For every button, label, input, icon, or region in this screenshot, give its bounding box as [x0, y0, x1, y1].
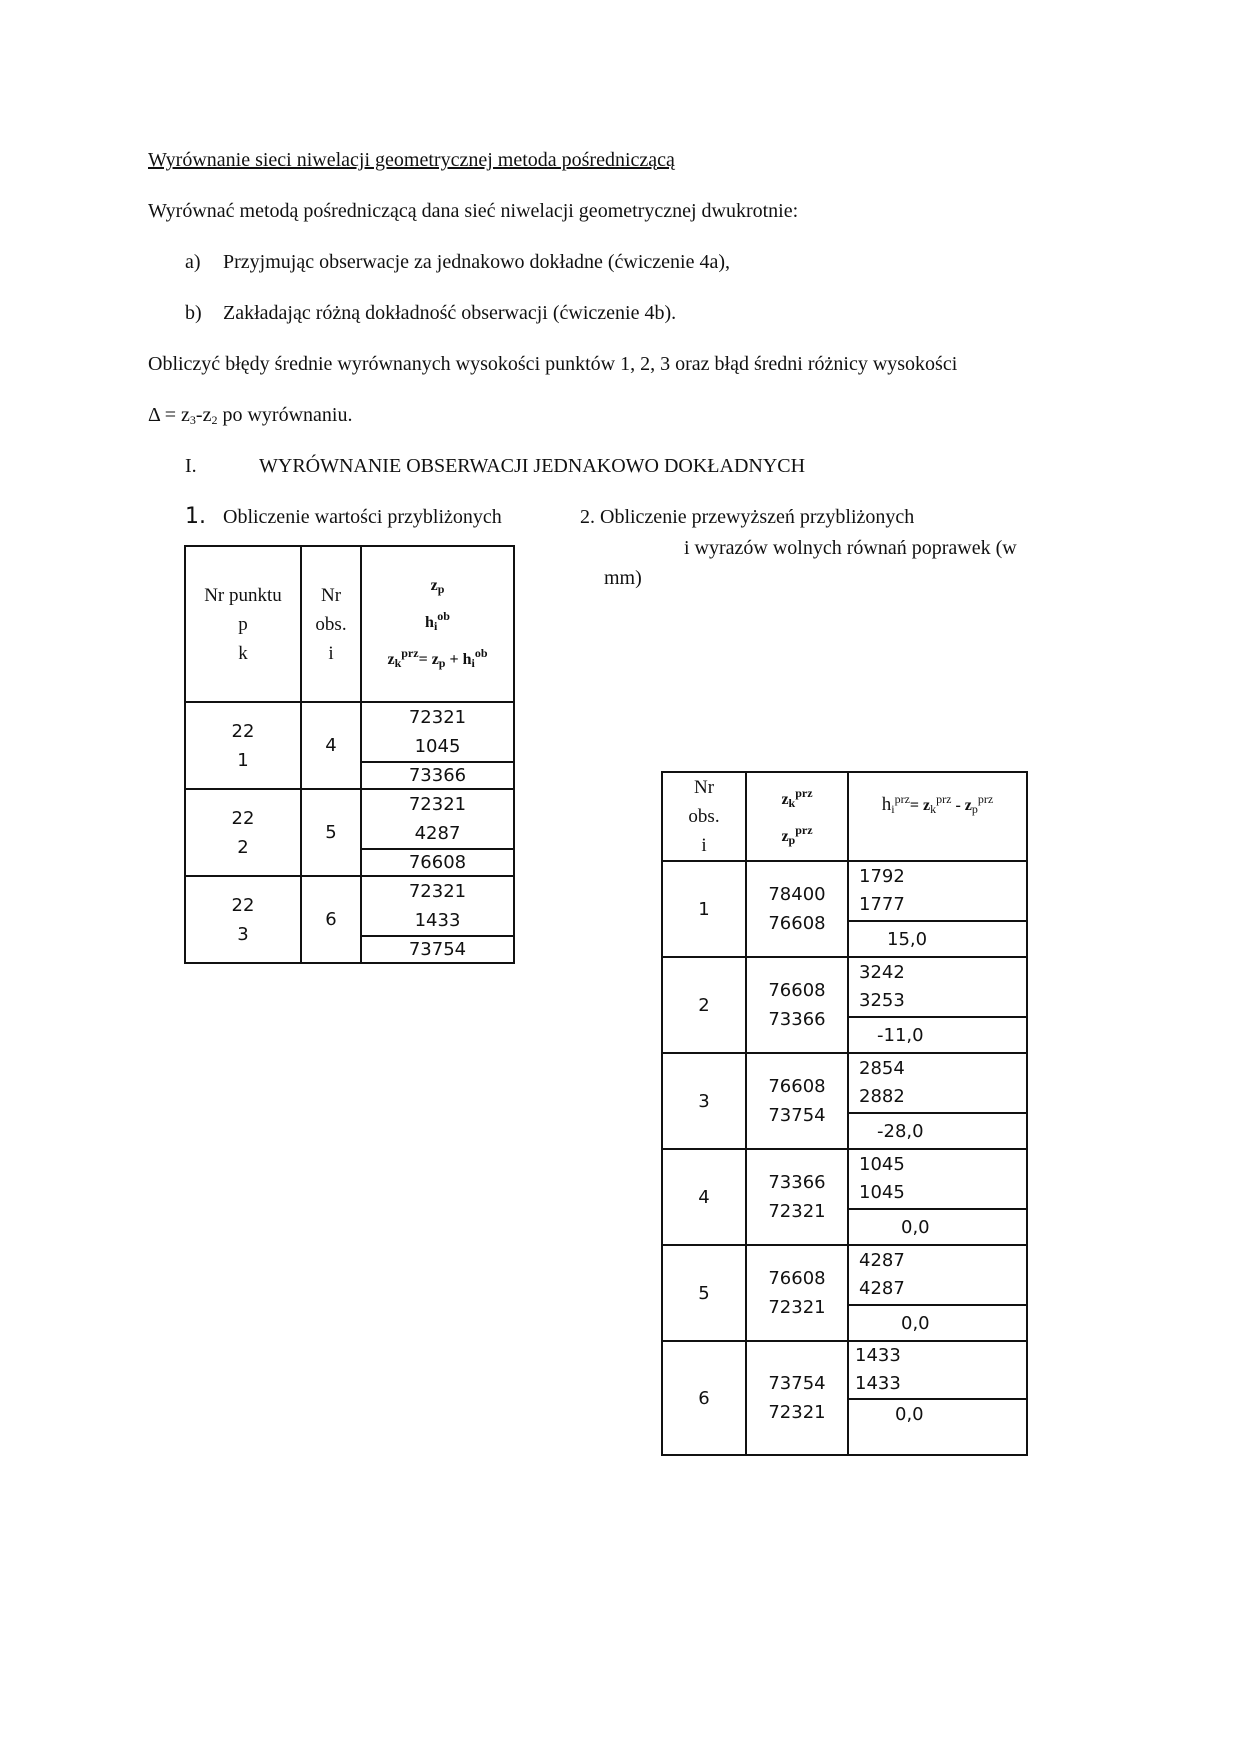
- list-text: Zakładając różną dokładność obserwacji (ćwiczenie 4b).: [223, 302, 677, 324]
- subsection-title: Obliczenie wartości przybliżonych: [223, 506, 502, 528]
- list-text: Przyjmując obserwacje za jednakowo dokładne (ćwiczenie 4a),: [223, 251, 730, 273]
- table-row: [185, 789, 514, 876]
- cell-z: 78400 76608: [746, 861, 848, 957]
- list-item-b: [185, 301, 677, 325]
- subsection-2-line1: 2. Obliczenie przewyższeń przybliżonych: [580, 506, 915, 528]
- cell-obs: 6: [662, 1341, 746, 1455]
- formula-zk: $z_k^{prz}$: [781, 785, 813, 810]
- cell-obs: 5: [662, 1245, 746, 1341]
- header-text: Nr punktu: [204, 584, 282, 606]
- delta-expr: po wyrównaniu.: [217, 404, 353, 426]
- cell-obs: 4: [662, 1149, 746, 1245]
- cell-obs: 6: [301, 876, 361, 963]
- header-text: k: [238, 642, 248, 664]
- cell-obs: 2: [662, 957, 746, 1053]
- delta-expr: Δ = z: [148, 404, 190, 426]
- approx-values-table: [184, 545, 515, 964]
- cell-points: 22 1: [185, 702, 301, 789]
- table-header-row: [662, 772, 1027, 861]
- header-text: Nr: [320, 584, 342, 606]
- cell-obs: 4: [301, 702, 361, 789]
- table-row: [662, 1053, 1027, 1149]
- header-obs-number: [301, 546, 361, 702]
- subscript: 3: [189, 413, 196, 427]
- section-marker: I.: [185, 455, 197, 477]
- table-header-row: [185, 546, 514, 702]
- cell-obs: 3: [662, 1053, 746, 1149]
- subscript: 2: [211, 413, 218, 427]
- subsection-2-line3: mm): [604, 567, 642, 589]
- table-row: [662, 1245, 1027, 1341]
- cell-values: 72321 1433 73754: [361, 876, 514, 963]
- document-title: Wyrównanie sieci niwelacji geometrycznej metoda pośredniczącą: [148, 149, 675, 171]
- cell-h: 2854 2882 -28,0: [848, 1053, 1027, 1149]
- cell-h: 1433 1433 0,0: [848, 1341, 1027, 1455]
- subsection-number: 1.: [185, 504, 206, 529]
- header-z-values: [746, 772, 848, 861]
- intro-paragraph: Wyrównać metodą pośredniczącą dana sieć niwelacji geometrycznej dwukrotnie:: [148, 200, 799, 222]
- section-heading: [185, 454, 806, 478]
- cell-values: 72321 4287 76608: [361, 789, 514, 876]
- cell-h: 1045 1045 0,0: [848, 1149, 1027, 1245]
- cell-points: 22 2: [185, 789, 301, 876]
- section-title: WYRÓWNANIE OBSERWACJI JEDNAKOWO DOKŁADNYCH: [259, 455, 806, 477]
- cell-obs: 5: [301, 789, 361, 876]
- cell-h: 3242 3253 -11,0: [848, 957, 1027, 1053]
- cell-z: 73366 72321: [746, 1149, 848, 1245]
- table-row: [185, 702, 514, 789]
- header-text: p: [238, 613, 248, 635]
- cell-z: 76608 73754: [746, 1053, 848, 1149]
- table-row: [662, 1149, 1027, 1245]
- header-text: i: [328, 642, 334, 664]
- header-point-number: [185, 546, 301, 702]
- table-row: [662, 861, 1027, 957]
- header-formula: [361, 546, 514, 702]
- formula-zp: $z_p^{prz}$: [781, 822, 813, 847]
- cell-z: 73754 72321: [746, 1341, 848, 1455]
- header-obs-number: [662, 772, 746, 861]
- task-paragraph-line1: Obliczyć błędy średnie wyrównanych wysokości punktów 1, 2, 3 oraz błąd średni różnicy wysokości: [148, 353, 958, 375]
- header-formula: $h_i^{prz}= z_k^{prz} - z_p^{prz}$: [848, 772, 1027, 861]
- cell-h: 4287 4287 0,0: [848, 1245, 1027, 1341]
- list-marker: a): [185, 251, 201, 273]
- formula-zp: $z_p$: [430, 576, 445, 596]
- list-marker: b): [185, 302, 202, 324]
- cell-z: 76608 73366: [746, 957, 848, 1053]
- formula-zk: $z_k^{prz}= z_p + h_i^{ob}$: [387, 645, 488, 670]
- table-row: [662, 957, 1027, 1053]
- cell-z: 76608 72321: [746, 1245, 848, 1341]
- task-paragraph-line2: [148, 403, 352, 432]
- cell-points: 22 3: [185, 876, 301, 963]
- delta-expr: -z: [195, 404, 212, 426]
- subsection-1-heading: [185, 504, 502, 529]
- table-row: [662, 1341, 1027, 1455]
- header-text: obs.: [688, 806, 720, 827]
- cell-h: 1792 1777 15,0: [848, 861, 1027, 957]
- cell-values: 72321 1045 73366: [361, 702, 514, 789]
- cell-obs: 1: [662, 861, 746, 957]
- subsection-2-line2: i wyrazów wolnych równań poprawek (w: [684, 537, 1017, 559]
- formula-h: $h_i^{ob}$: [425, 608, 450, 633]
- header-text: Nr: [693, 777, 715, 798]
- height-differences-table: [661, 771, 1028, 1456]
- header-text: obs.: [315, 613, 347, 635]
- table-row: [185, 876, 514, 963]
- list-item-a: [185, 250, 730, 274]
- header-text: i: [701, 835, 707, 856]
